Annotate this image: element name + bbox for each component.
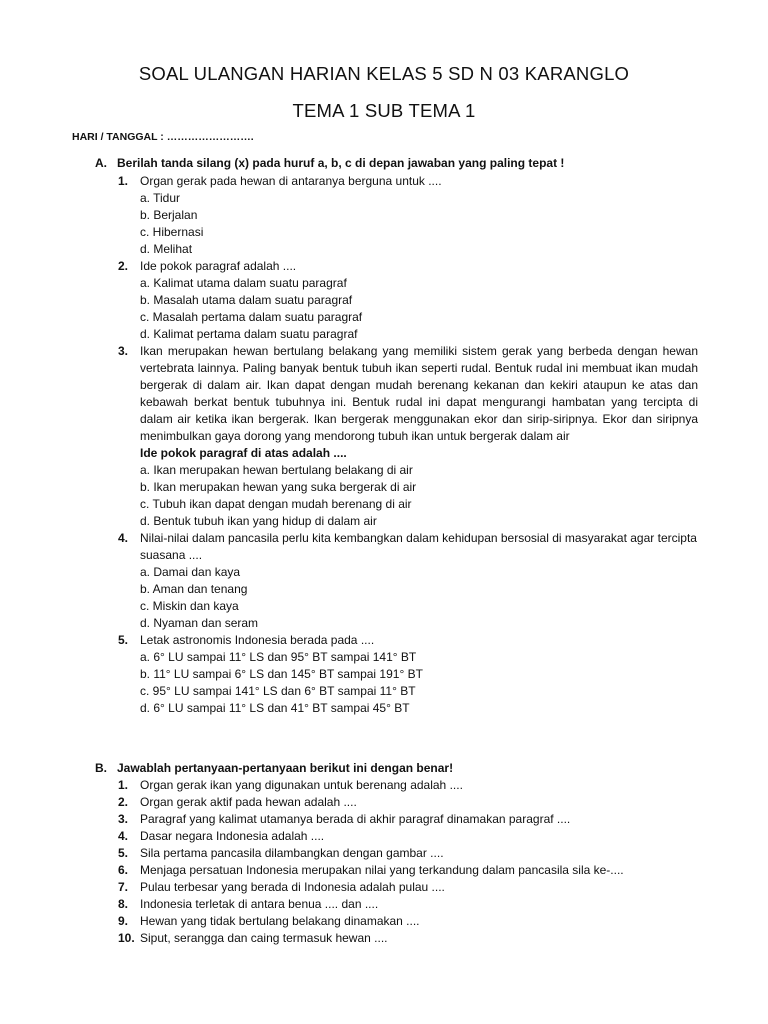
question-a-5 xyxy=(118,632,698,717)
question-number: 9. xyxy=(118,914,129,928)
question-b-8 xyxy=(118,896,698,913)
option-a: a. Tidur xyxy=(140,191,181,205)
section-a-heading xyxy=(95,155,564,172)
question-text: Letak astronomis Indonesia berada pada .... xyxy=(140,633,375,647)
question-text: Pulau terbesar yang berada di Indonesia adalah pulau .... xyxy=(140,880,445,894)
question-b-10 xyxy=(118,930,698,947)
option-a: a. Ikan merupakan hewan bertulang belakang di air xyxy=(140,463,413,477)
option-b: b. Ikan merupakan hewan yang suka bergerak di air xyxy=(140,480,417,494)
question-text: Organ gerak ikan yang digunakan untuk berenang adalah .... xyxy=(140,778,463,792)
question-passage: Ikan merupakan hewan bertulang belakang yang memiliki sistem gerak yang berbeda dengan hewan vertebrata lainnya. Paling banyak bentuk tubuh ikan seperti rudal. Bentuk rudal ini membuat ikan mudah bergerak di dalam air. Ikan dapat dengan mudah berenang kekanan dan kekiri ataupun ke atas dan kebawah berkat bentuk tubuhnya ini. Bentuk rudal ini dapat mengurangi hambatan yang tercipta di dalam air ketika ikan bergerak. Ikan bergerak menggunakan ekor dan sirip-siripnya. Ekor dan siripnya menimbulkan gaya dorong yang mendorong tubuh ikan untuk bergerak dalam air xyxy=(140,344,698,443)
question-text: Paragraf yang kalimat utamanya berada di akhir paragraf dinamakan paragraf .... xyxy=(140,812,571,826)
question-b-1 xyxy=(118,777,698,794)
option-a: a. 6° LU sampai 11° LS dan 95° BT sampai 141° BT xyxy=(140,650,417,664)
option-d: d. Bentuk tubuh ikan yang hidup di dalam air xyxy=(140,514,377,528)
option-c: c. 95° LU sampai 141° LS dan 6° BT sampai 11° BT xyxy=(140,684,416,698)
option-b: b. Berjalan xyxy=(140,208,198,222)
question-b-3 xyxy=(118,811,698,828)
option-c: c. Miskin dan kaya xyxy=(140,599,239,613)
option-a: a. Kalimat utama dalam suatu paragraf xyxy=(140,276,347,290)
hari-tanggal-field: HARI / TANGGAL : ……………………. xyxy=(72,131,254,143)
question-text: Menjaga persatuan Indonesia merupakan nilai yang terkandung dalam pancasila sila ke-.... xyxy=(140,863,624,877)
question-number: 3. xyxy=(118,344,129,358)
section-a-question-list xyxy=(118,173,698,717)
section-b-question-list xyxy=(118,777,698,947)
question-text: Organ gerak aktif pada hewan adalah .... xyxy=(140,795,357,809)
question-text: Siput, serangga dan caing termasuk hewan .... xyxy=(140,931,388,945)
option-b: b. 11° LU sampai 6° LS dan 145° BT sampai 191° BT xyxy=(140,667,423,681)
question-text: Hewan yang tidak bertulang belakang dinamakan .... xyxy=(140,914,420,928)
question-a-2 xyxy=(118,258,698,343)
question-number: 5. xyxy=(118,633,129,647)
question-text: Indonesia terletak di antara benua .... dan .... xyxy=(140,897,379,911)
question-a-4 xyxy=(118,530,698,632)
option-a: a. Damai dan kaya xyxy=(140,565,241,579)
question-b-6 xyxy=(118,862,698,879)
option-c: c. Tubuh ikan dapat dengan mudah berenang di air xyxy=(140,497,412,511)
question-text: Nilai-nilai dalam pancasila perlu kita kembangkan dalam kehidupan bersosial di masyarakat agar tercipta suasana .... xyxy=(140,531,697,562)
question-b-4 xyxy=(118,828,698,845)
question-text: Ide pokok paragraf adalah .... xyxy=(140,259,297,273)
question-number: 5. xyxy=(118,846,129,860)
question-number: 4. xyxy=(118,829,129,843)
question-number: 10. xyxy=(118,931,135,945)
question-prompt: Ide pokok paragraf di atas adalah .... xyxy=(140,446,347,460)
question-number: 2. xyxy=(118,259,129,273)
question-text: Sila pertama pancasila dilambangkan dengan gambar .... xyxy=(140,846,444,860)
question-a-1 xyxy=(118,173,698,258)
question-b-5 xyxy=(118,845,698,862)
question-number: 8. xyxy=(118,897,129,911)
option-c: c. Hibernasi xyxy=(140,225,204,239)
option-b: b. Aman dan tenang xyxy=(140,582,248,596)
question-number: 2. xyxy=(118,795,129,809)
option-d: d. Kalimat pertama dalam suatu paragraf xyxy=(140,327,358,341)
section-b-letter: B. xyxy=(95,761,107,775)
question-number: 3. xyxy=(118,812,129,826)
section-b-instruction: Jawablah pertanyaan-pertanyaan berikut ini dengan benar! xyxy=(117,761,454,775)
question-number: 1. xyxy=(118,778,129,792)
question-text: Organ gerak pada hewan di antaranya berguna untuk .... xyxy=(140,174,442,188)
option-c: c. Masalah pertama dalam suatu paragraf xyxy=(140,310,363,324)
question-number: 7. xyxy=(118,880,129,894)
question-b-2 xyxy=(118,794,698,811)
option-d: d. Nyaman dan seram xyxy=(140,616,259,630)
question-text: Dasar negara Indonesia adalah .... xyxy=(140,829,325,843)
section-a-letter: A. xyxy=(95,156,107,170)
question-number: 4. xyxy=(118,531,129,545)
option-d: d. 6° LU sampai 11° LS dan 41° BT sampai 45° BT xyxy=(140,701,410,715)
option-d: d. Melihat xyxy=(140,242,193,256)
section-a-instruction: Berilah tanda silang (x) pada huruf a, b, c di depan jawaban yang paling tepat ! xyxy=(117,156,565,170)
section-b-heading xyxy=(95,760,453,777)
question-number: 6. xyxy=(118,863,129,877)
option-b: b. Masalah utama dalam suatu paragraf xyxy=(140,293,353,307)
document-subtitle: TEMA 1 SUB TEMA 1 xyxy=(292,100,476,121)
document-title: SOAL ULANGAN HARIAN KELAS 5 SD N 03 KARANGLO xyxy=(138,63,630,84)
question-b-7 xyxy=(118,879,698,896)
question-a-3 xyxy=(118,343,698,530)
question-number: 1. xyxy=(118,174,129,188)
question-b-9 xyxy=(118,913,698,930)
